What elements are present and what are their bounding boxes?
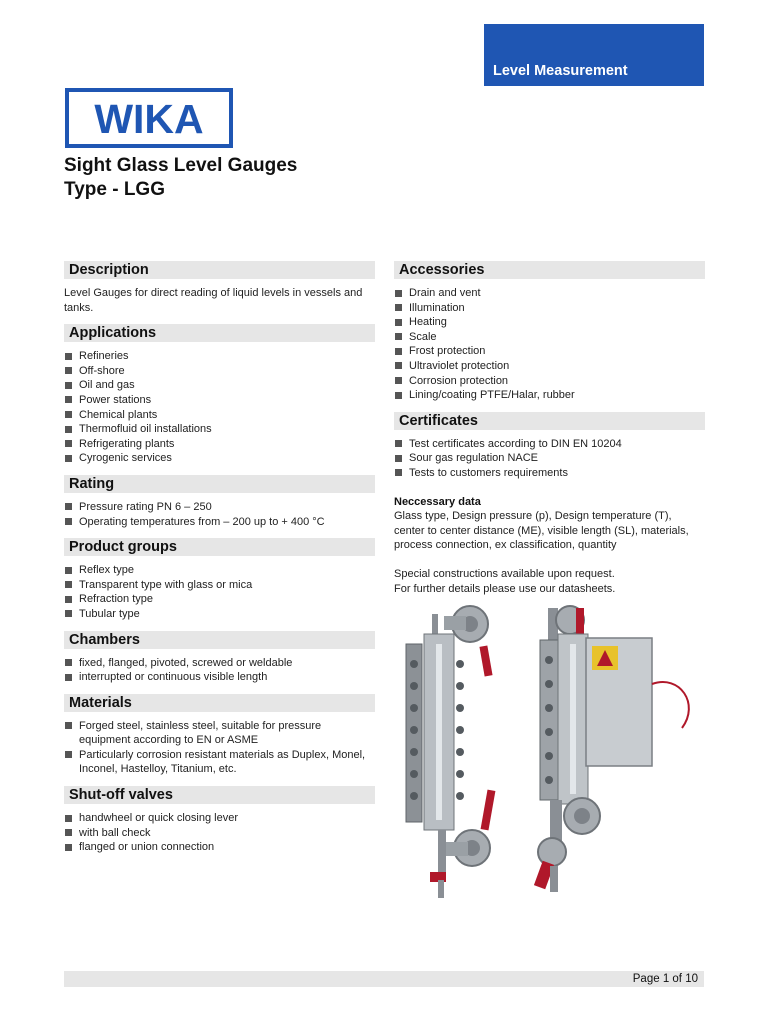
- materials-list: [64, 719, 375, 777]
- list-item: with ball check: [64, 826, 375, 841]
- materials-heading: Materials: [64, 694, 375, 712]
- list-item: Lining/coating PTFE/Halar, rubber: [394, 388, 705, 403]
- list-item: Chemical plants: [64, 408, 375, 423]
- list-item: Frost protection: [394, 344, 705, 359]
- category-banner: [484, 24, 704, 86]
- necessary-data-text: Glass type, Design pressure (p), Design temperature (T), center to center distance (ME), visible length (SL), materials, process connection, ex classification, quantity: [394, 510, 689, 552]
- wika-logo: [65, 88, 233, 148]
- shutoff-valves-list: [64, 811, 375, 855]
- shutoff-valves-heading: Shut-off valves: [64, 786, 375, 804]
- list-item: Reflex type: [64, 563, 375, 578]
- accessories-heading: Accessories: [394, 261, 705, 279]
- page-footer: [64, 971, 704, 987]
- applications-heading: Applications: [64, 324, 375, 342]
- title-line-2: Type - LGG: [64, 179, 165, 200]
- list-item: Refraction type: [64, 592, 375, 607]
- list-item: Tubular type: [64, 607, 375, 622]
- list-item: Forged steel, stainless steel, suitable for pressure equipment according to EN or ASME: [64, 719, 375, 748]
- list-item: Tests to customers requirements: [394, 466, 705, 481]
- rating-heading: Rating: [64, 475, 375, 493]
- list-item: Particularly corrosion resistant materials as Duplex, Monel, Inconel, Hastelloy, Titanium, etc.: [64, 748, 375, 777]
- rating-list: [64, 500, 375, 529]
- list-item: Drain and vent: [394, 286, 705, 301]
- list-item: Test certificates according to DIN EN 10204: [394, 437, 705, 452]
- applications-list: [64, 349, 375, 466]
- title-line-1: Sight Glass Level Gauges: [64, 155, 298, 176]
- list-item: Pressure rating PN 6 – 250: [64, 500, 375, 515]
- level-gauge-image-1: [406, 606, 495, 898]
- list-item: Off-shore: [64, 364, 375, 379]
- list-item: Transparent type with glass or mica: [64, 578, 375, 593]
- page-number: Page 1 of 10: [632, 973, 698, 985]
- level-gauge-image-2: [534, 606, 689, 892]
- accessories-list: [394, 286, 705, 403]
- description-heading: Description: [64, 261, 375, 279]
- certificates-list: [394, 437, 705, 481]
- description-text: Level Gauges for direct reading of liquid levels in vessels and tanks.: [64, 287, 363, 314]
- list-item: Cyrogenic services: [64, 451, 375, 466]
- list-item: Heating: [394, 315, 705, 330]
- list-item: interrupted or continuous visible length: [64, 670, 375, 685]
- list-item: Refrigerating plants: [64, 437, 375, 452]
- datasheet-reference-text: For further details please use our datasheets.: [394, 582, 616, 595]
- list-item: Illumination: [394, 301, 705, 316]
- right-column: [394, 261, 705, 596]
- necessary-data-heading: Neccessary data: [394, 495, 481, 508]
- list-item: Oil and gas: [64, 378, 375, 393]
- list-item: flanged or union connection: [64, 840, 375, 855]
- logo-text: WIKA: [94, 96, 204, 142]
- product-groups-list: [64, 563, 375, 621]
- product-photo: [400, 604, 704, 904]
- special-constructions-text: Special constructions available upon request.: [394, 567, 615, 580]
- document-title: [64, 154, 297, 202]
- list-item: fixed, flanged, pivoted, screwed or weldable: [64, 656, 375, 671]
- list-item: Thermofluid oil installations: [64, 422, 375, 437]
- list-item: Power stations: [64, 393, 375, 408]
- list-item: Ultraviolet protection: [394, 359, 705, 374]
- chambers-heading: Chambers: [64, 631, 375, 649]
- list-item: handwheel or quick closing lever: [64, 811, 375, 826]
- left-column: [64, 261, 375, 855]
- list-item: Sour gas regulation NACE: [394, 451, 705, 466]
- list-item: Refineries: [64, 349, 375, 364]
- list-item: Operating temperatures from – 200 up to + 400 °C: [64, 515, 375, 530]
- list-item: Scale: [394, 330, 705, 345]
- category-label: Level Measurement: [493, 63, 628, 79]
- product-groups-heading: Product groups: [64, 538, 375, 556]
- chambers-list: [64, 656, 375, 685]
- certificates-heading: Certificates: [394, 412, 705, 430]
- list-item: Corrosion protection: [394, 374, 705, 389]
